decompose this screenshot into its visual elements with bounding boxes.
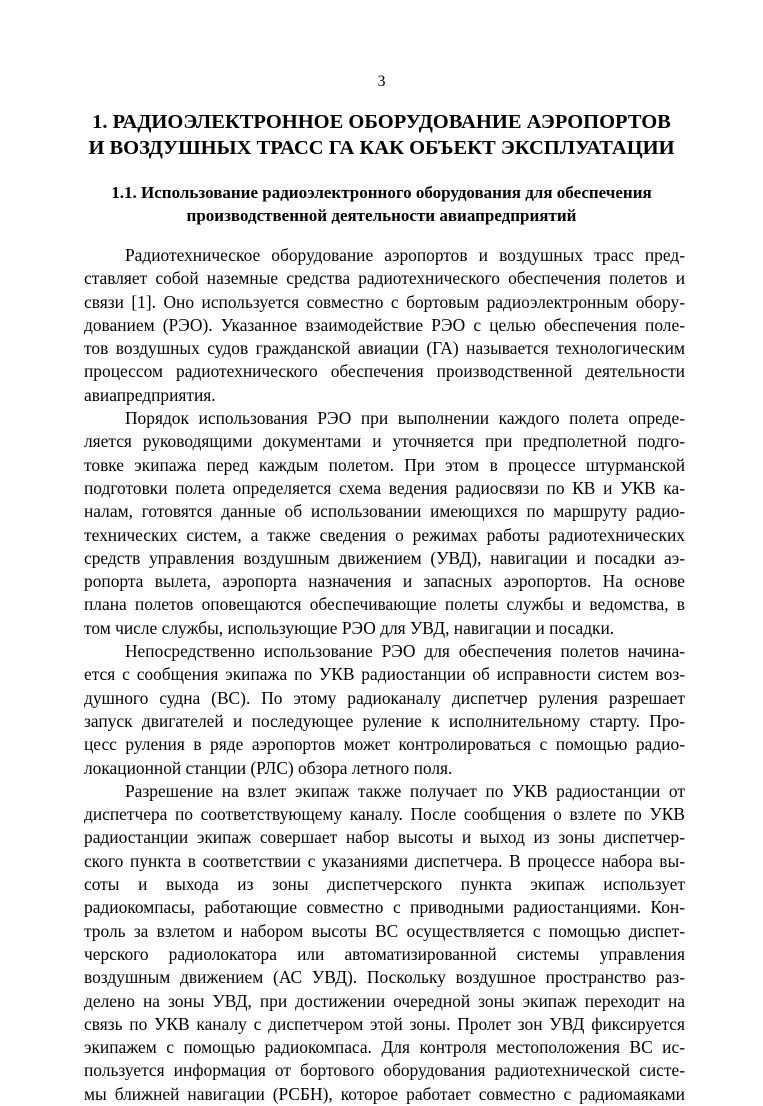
paragraph-line: товке экипажа перед каждым полетом. При этом в процессе штурманской: [84, 454, 685, 475]
paragraph-line: диспетчера по соответствующему каналу. После сообщения о взлете по УКВ: [84, 804, 685, 825]
paragraph-line: авиапредприятия.: [84, 384, 216, 405]
paragraph-line: подготовки полета определяется схема ведения радиосвязи по КВ и УКВ ка-: [84, 477, 685, 498]
paragraph-line: тов воздушных судов гражданской авиации (ГА) называется технологическим: [84, 338, 685, 359]
paragraph: [84, 407, 685, 640]
paragraph-line: делено на зоны УВД, при достижении очередной зоны экипаж переходит на: [84, 990, 685, 1011]
body-text: [84, 244, 685, 1106]
paragraph: [84, 780, 685, 1106]
paragraph-line: воздушным движением (АС УВД). Поскольку воздушное пространство раз-: [84, 967, 685, 988]
paragraph-line: Непосредственно использование РЭО для обеспечения полетов начина-: [125, 641, 685, 662]
paragraph-line: налам, готовятся данные об использовании имеющихся по маршруту радио-: [84, 501, 685, 522]
page-number: 3: [377, 73, 386, 90]
paragraph-line: экипажем с помощью радиокомпаса. Для контроля местоположения ВС ис-: [84, 1037, 685, 1058]
paragraph-line: процессом радиотехнического обеспечения производственной деятельности: [84, 361, 685, 382]
paragraph-line: черского радиолокатора или автоматизированной системы управления: [84, 943, 685, 964]
paragraph-line: плана полетов оповещаются обеспечивающие полеты службы и ведомства, в: [84, 594, 685, 615]
paragraph-line: том числе службы, использующие РЭО для УВД, навигации и посадки.: [84, 617, 615, 638]
paragraph-line: Разрешение на взлет экипаж также получает по УКВ радиостанции от: [125, 780, 685, 801]
paragraph-line: радиостанции экипаж совершает набор высоты и выход из зоны диспетчер-: [84, 827, 685, 848]
paragraph-line: связи [1]. Оно используется совместно с бортовым радиоэлектронным обору-: [84, 291, 685, 312]
paragraph-line: запуск двигателей и последующее руление к исполнительному старту. Про-: [84, 710, 685, 731]
paragraph-line: душного судна (ВС). По этому радиоканалу диспетчер руления разрешает: [84, 687, 685, 708]
paragraph-line: соты и выхода из зоны диспетчерского пункта экипаж использует: [84, 874, 685, 895]
chapter-title-line: И ВОЗДУШНЫХ ТРАСС ГА КАК ОБЪЕКТ ЭКСПЛУАТАЦИИ: [88, 137, 675, 159]
chapter-title: [60, 109, 703, 161]
paragraph-line: связь по УКВ каналу с диспетчером этой зоны. Пролет зон УВД фиксируется: [84, 1013, 685, 1034]
paragraph: [84, 640, 685, 780]
paragraph-line: средств управления воздушным движением (УВД), навигации и посадки аэ-: [84, 547, 685, 568]
paragraph-line: радиокомпасы, работающие совместно с приводными радиостанциями. Кон-: [84, 897, 685, 918]
paragraph-line: технических систем, а также сведения о режимах работы радиотехнических: [84, 524, 685, 545]
section-title-line: производственной деятельности авиапредприятий: [186, 206, 577, 225]
paragraph-line: мы ближней навигации (РСБН), которое работает совместно с радиомаяками: [84, 1083, 685, 1104]
paragraph-line: Радиотехническое оборудование аэропортов и воздушных трасс пред-: [125, 245, 685, 265]
paragraph-line: цесс руления в ряде аэропортов может контролироваться с помощью радио-: [84, 734, 685, 755]
paragraph: [84, 244, 685, 407]
paragraph-line: пользуется информация от бортового оборудования радиотехнической систе-: [84, 1060, 685, 1081]
paragraph-line: дованием (РЭО). Указанное взаимодействие РЭО с целью обеспечения поле-: [84, 314, 685, 335]
paragraph-line: ского пункта в соответствии с указаниями диспетчера. В процессе набора вы-: [84, 850, 685, 871]
section-title-line: 1.1. Использование радиоэлектронного оборудования для обеспечения: [111, 183, 652, 202]
section-title: [60, 181, 703, 227]
paragraph-line: троль за взлетом и набором высоты ВС осуществляется с помощью диспет-: [84, 920, 685, 941]
paragraph-line: ставляет собой наземные средства радиотехнического обеспечения полетов и: [84, 268, 685, 289]
paragraph-line: ляется руководящими документами и уточняется при предполетной подго-: [84, 431, 685, 452]
paragraph-line: ется с сообщения экипажа по УКВ радиостанции об исправности систем воз-: [84, 664, 685, 685]
paragraph-line: Порядок использования РЭО при выполнении каждого полета опреде-: [125, 408, 685, 429]
paragraph-line: ропорта вылета, аэропорта назначения и запасных аэропортов. На основе: [84, 571, 685, 592]
chapter-title-line: 1. РАДИОЭЛЕКТРОННОЕ ОБОРУДОВАНИЕ АЭРОПОРТОВ: [92, 111, 671, 133]
paragraph-line: локационной станции (РЛС) обзора летного поля.: [84, 757, 453, 778]
